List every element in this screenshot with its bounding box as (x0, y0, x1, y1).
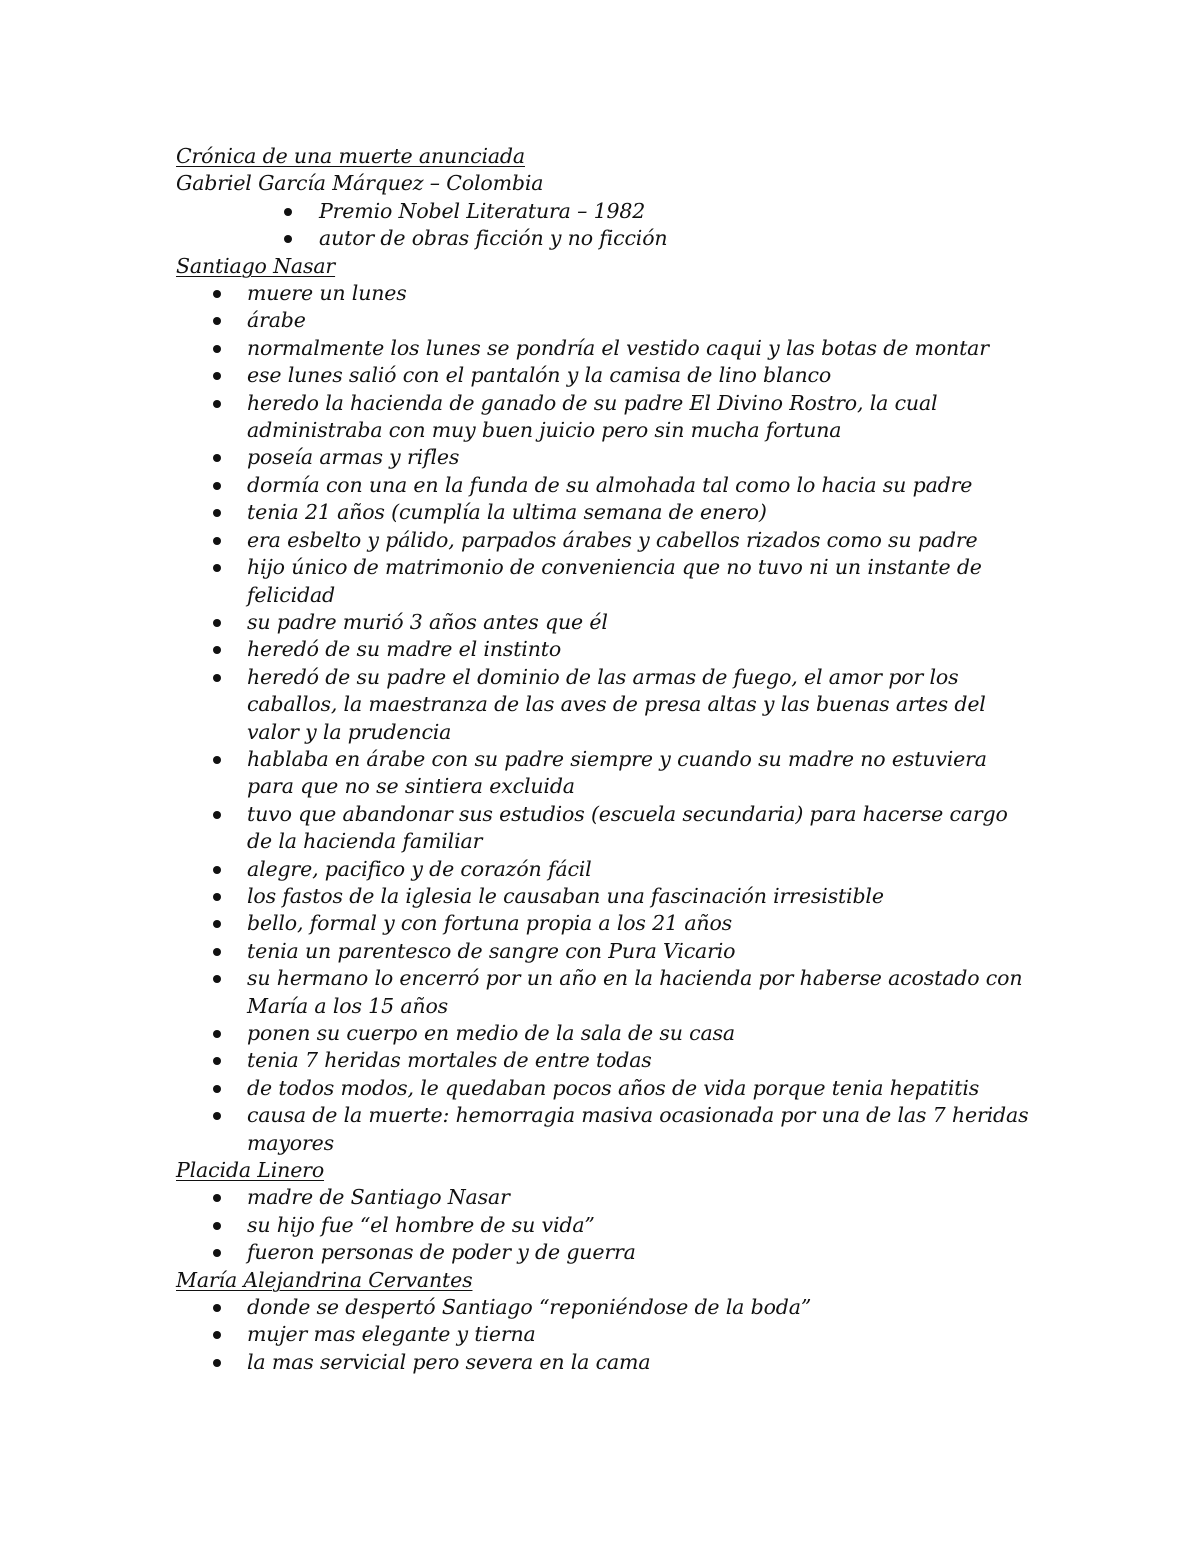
bullet-icon (213, 537, 221, 545)
list-item: era esbelto y pálido, parpados árabes y cabellos rizados como su padre (176, 527, 1036, 554)
list-item: tenia 21 años (cumplía la ultima semana de enero) (176, 499, 1036, 526)
list-item: poseía armas y rifles (176, 444, 1036, 471)
list-item: su hermano lo encerró por un año en la hacienda por haberse acostado con María a los 15 años (176, 965, 1036, 1020)
bullet-icon (213, 1331, 221, 1339)
bullet-icon (213, 1112, 221, 1120)
bullet-icon (213, 317, 221, 325)
bullet-icon (213, 1222, 221, 1230)
bullet-icon (213, 372, 221, 380)
section-list-santiago-nasar (176, 280, 1036, 1157)
bullet-icon (213, 975, 221, 983)
bullet-icon (213, 1030, 221, 1038)
list-item: ponen su cuerpo en medio de la sala de su casa (176, 1020, 1036, 1047)
bullet-icon (213, 619, 221, 627)
list-item: dormía con una en la funda de su almohada tal como lo hacia su padre (176, 472, 1036, 499)
document-title: Crónica de una muerte anunciada (176, 144, 525, 168)
list-item: donde se despertó Santiago “reponiéndose de la boda” (176, 1294, 1036, 1321)
bullet-icon (213, 920, 221, 928)
bullet-icon (213, 948, 221, 956)
bullet-icon (213, 893, 221, 901)
list-item: hijo único de matrimonio de conveniencia que no tuvo ni un instante de felicidad (176, 554, 1036, 609)
list-item: normalmente los lunes se pondría el vestido caqui y las botas de montar (176, 335, 1036, 362)
list-item: tenia un parentesco de sangre con Pura Vicario (176, 938, 1036, 965)
list-item: su padre murió 3 años antes que él (176, 609, 1036, 636)
list-item: ese lunes salió con el pantalón y la camisa de lino blanco (176, 362, 1036, 389)
list-item: alegre, pacifico y de corazón fácil (176, 856, 1036, 883)
list-item: mujer mas elegante y tierna (176, 1321, 1036, 1348)
list-item: árabe (176, 307, 1036, 334)
author-points-list (176, 198, 1036, 253)
section-list-maria-alejandrina-cervantes (176, 1294, 1036, 1376)
bullet-icon (213, 674, 221, 682)
bullet-icon (213, 509, 221, 517)
list-item: de todos modos, le quedaban pocos años de vida porque tenia hepatitis (176, 1075, 1036, 1102)
bullet-icon (213, 400, 221, 408)
list-item: heredó de su madre el instinto (176, 636, 1036, 663)
list-item: Premio Nobel Literatura – 1982 (176, 198, 1036, 225)
section-heading-santiago-nasar: Santiago Nasar (176, 253, 336, 278)
list-item: tuvo que abandonar sus estudios (escuela secundaria) para hacerse cargo de la hacienda familiar (176, 801, 1036, 856)
bullet-icon (213, 290, 221, 298)
bullet-icon (213, 1249, 221, 1257)
author-line: Gabriel García Márquez – Colombia (176, 171, 544, 196)
bullet-icon (213, 1359, 221, 1367)
bullet-icon (213, 482, 221, 490)
list-item: madre de Santiago Nasar (176, 1184, 1036, 1211)
list-item: autor de obras ficción y no ficción (176, 225, 1036, 252)
section-heading-placida-linero: Placida Linero (176, 1158, 325, 1183)
list-item: muere un lunes (176, 280, 1036, 307)
list-item: heredó de su padre el dominio de las armas de fuego, el amor por los caballos, la maestranza de las aves de presa altas y las buenas artes del valor y la prudencia (176, 664, 1036, 746)
bullet-icon (213, 1194, 221, 1202)
list-item: los fastos de la iglesia le causaban una fascinación irresistible (176, 883, 1036, 910)
list-item: su hijo fue “el hombre de su vida” (176, 1212, 1036, 1239)
list-item: bello, formal y con fortuna propia a los 21 años (176, 910, 1036, 937)
bullet-icon (213, 1085, 221, 1093)
list-item: tenia 7 heridas mortales de entre todas (176, 1047, 1036, 1074)
bullet-icon (213, 1304, 221, 1312)
bullet-icon (213, 564, 221, 572)
bullet-icon (213, 1057, 221, 1065)
section-list-placida-linero (176, 1184, 1036, 1266)
document-body (176, 143, 1036, 1376)
bullet-icon (213, 345, 221, 353)
bullet-icon (213, 646, 221, 654)
bullet-icon (284, 235, 292, 243)
bullet-icon (284, 208, 292, 216)
bullet-icon (213, 866, 221, 874)
list-item: la mas servicial pero severa en la cama (176, 1349, 1036, 1376)
bullet-icon (213, 756, 221, 764)
bullet-icon (213, 811, 221, 819)
bullet-icon (213, 454, 221, 462)
list-item: hablaba en árabe con su padre siempre y cuando su madre no estuviera para que no se sintiera excluida (176, 746, 1036, 801)
list-item: causa de la muerte: hemorragia masiva ocasionada por una de las 7 heridas mayores (176, 1102, 1036, 1157)
list-item: fueron personas de poder y de guerra (176, 1239, 1036, 1266)
list-item: heredo la hacienda de ganado de su padre El Divino Rostro, la cual administraba con muy buen juicio pero sin mucha fortuna (176, 390, 1036, 445)
section-heading-maria-alejandrina-cervantes: María Alejandrina Cervantes (176, 1267, 473, 1292)
